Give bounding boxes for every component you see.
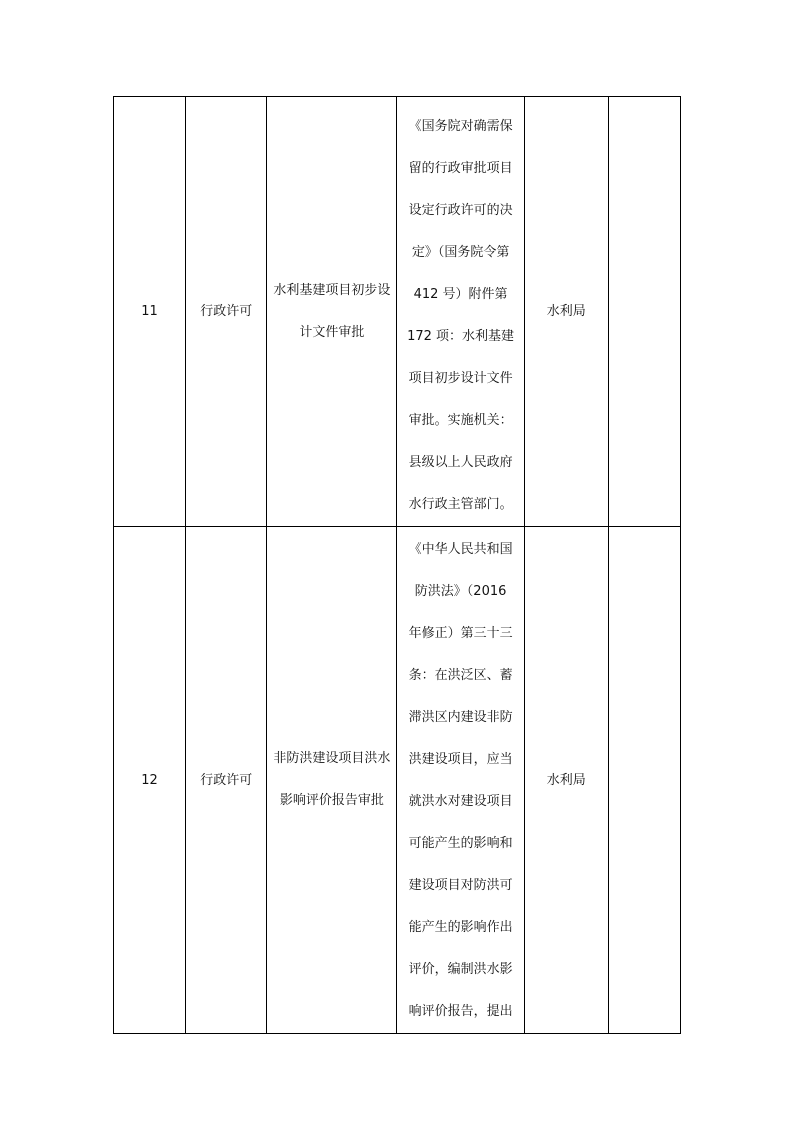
legal-basis-line: 年修正）第三十三 bbox=[408, 626, 513, 641]
legal-basis-line: 审批。实施机关： bbox=[408, 413, 513, 428]
legal-basis-line: 防洪法》（2016 bbox=[414, 584, 507, 599]
item-name-text: 水利基建项目初步设计文件审批 bbox=[273, 282, 391, 340]
legal-basis-line: 项目初步设计文件 bbox=[408, 371, 513, 386]
item-name-cell bbox=[267, 527, 397, 1034]
legal-basis-line: 可能产生的影响和 bbox=[408, 836, 513, 851]
legal-basis-line: 能产生的影响作出 bbox=[408, 920, 513, 935]
department-cell: 水利局 bbox=[524, 97, 608, 527]
legal-basis-line: 定》（国务院令第 bbox=[411, 245, 510, 260]
item-type-cell: 行政许可 bbox=[186, 527, 267, 1034]
legal-basis-line: 评价，编制洪水影 bbox=[408, 962, 513, 977]
legal-basis-line: 建设项目对防洪可 bbox=[408, 878, 513, 893]
legal-basis-line: 水行政主管部门。 bbox=[408, 497, 513, 512]
item-name-cell bbox=[267, 97, 397, 527]
item-number-cell: 11 bbox=[114, 97, 186, 527]
note-cell bbox=[608, 97, 680, 527]
legal-basis-cell bbox=[397, 97, 524, 527]
legal-basis-line: 洪建设项目，应当 bbox=[408, 752, 513, 767]
legal-basis-line: 设定行政许可的决 bbox=[408, 203, 513, 218]
table-row bbox=[114, 527, 681, 1034]
legal-basis-line: 172 项：水利基建 bbox=[407, 329, 515, 344]
legal-basis-line: 县级以上人民政府 bbox=[408, 455, 513, 470]
note-cell bbox=[608, 527, 680, 1034]
legal-basis-cell bbox=[397, 527, 524, 1034]
legal-basis-line: 滞洪区内建设非防 bbox=[408, 710, 513, 725]
department-cell: 水利局 bbox=[524, 527, 608, 1034]
legal-basis-line: 《中华人民共和国 bbox=[408, 542, 513, 557]
table-row bbox=[114, 97, 681, 527]
legal-basis-line: 条：在洪泛区、蓄 bbox=[408, 668, 513, 683]
approval-items-table bbox=[113, 96, 681, 1034]
item-number-cell: 12 bbox=[114, 527, 186, 1034]
item-name-text: 非防洪建设项目洪水影响评价报告审批 bbox=[273, 751, 391, 808]
legal-basis-text bbox=[397, 527, 523, 1033]
legal-basis-line: 412 号）附件第 bbox=[413, 287, 508, 302]
legal-basis-line: 留的行政审批项目 bbox=[408, 161, 513, 176]
item-type-cell: 行政许可 bbox=[186, 97, 267, 527]
legal-basis-line: 《国务院对确需保 bbox=[408, 119, 513, 134]
legal-basis-line: 响评价报告，提出 bbox=[408, 1004, 513, 1019]
legal-basis-text bbox=[397, 97, 523, 526]
legal-basis-line: 就洪水对建设项目 bbox=[408, 794, 513, 809]
